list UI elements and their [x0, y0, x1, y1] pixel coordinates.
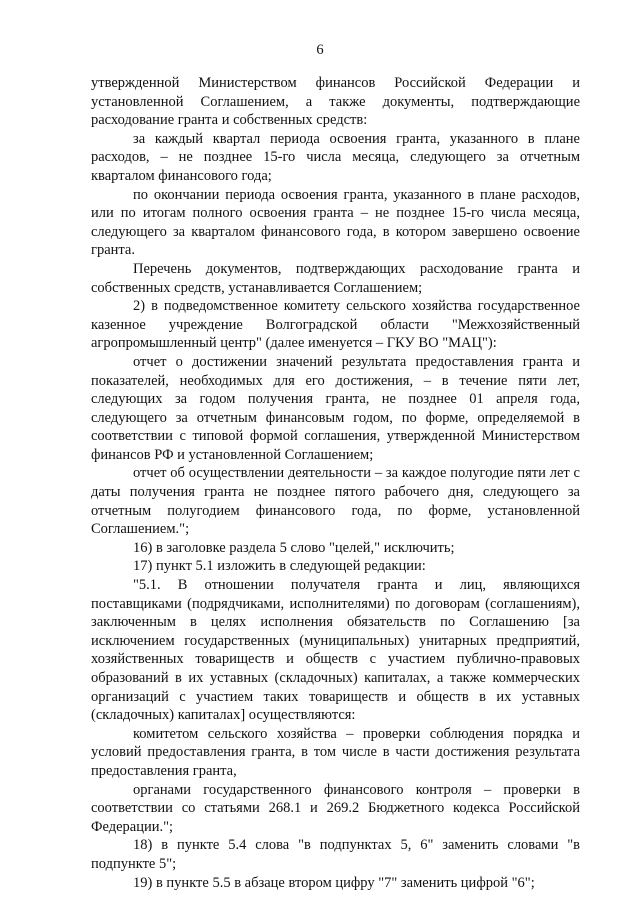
paragraph-item-18: 18) в пункте 5.4 слова "в подпунктах 5, 6" заменить словами "в подпункте 5";: [91, 837, 580, 872]
document-body: [91, 74, 580, 892]
paragraph-item-17: 17) пункт 5.1 изложить в следующей редакции:: [133, 558, 426, 575]
paragraph-continuation: утвержденной Министерством финансов Российской Федерации и установленной Соглашением, а также документы, подтверждающие расходование гранта и собственных средств:: [91, 75, 580, 129]
paragraph-committee-checks: комитетом сельского хозяйства – проверки соблюдения порядка и условий предоставления гранта, в том числе в части достижения результата предоставления гранта,: [91, 725, 580, 779]
paragraph-document-list: Перечень документов, подтверждающих расходование гранта и собственных средств, устанавливается Соглашением;: [91, 260, 580, 296]
paragraph-results-report: отчет о достижении значений результата предоставления гранта и показателей, необходимых для его достижения, – в течение пяти лет, следующих за годом получения гранта, не позднее 01 апреля года, следующего за отчетным финансовым годом, по форме, определяемой в соответствии с типовой формой соглашения, утвержденной Министерством финансов РФ и установленной Соглашением;: [91, 353, 580, 463]
paragraph-item-2: 2) в подведомственное комитету сельского хозяйства государственное казенное учреждение Волгоградской области "Межхозяйственный агропромышленный центр" (далее именуется – ГКУ ВО "МАЦ"):: [91, 298, 580, 352]
paragraph-activity-report: отчет об осуществлении деятельности – за каждое полугодие пяти лет с даты получения гранта не позднее пятого рабочего дня, следующего за отчетным полугодием финансового года, по форме, установленной Соглашением.";: [91, 465, 580, 538]
paragraph-item-19: 19) в пункте 5.5 в абзаце втором цифру "7" заменить цифрой "6";: [133, 874, 535, 891]
paragraph-clause-5-1: "5.1. В отношении получателя гранта и лиц, являющихся поставщиками (подрядчиками, исполнителями) по договорам (соглашениям), заключенным в целях исполнения обязательств по Соглашению [за исключением государственных (муниципальных) унитарных предприятий, хозяйственных товариществ и обществ с участием публично-правовых образований в их уставных (складочных) капиталах, а также коммерческих организаций с участием таких товариществ и обществ в их уставных (складочных) капиталах] осуществляются:: [91, 577, 580, 724]
paragraph-item-16: 16) в заголовке раздела 5 слово "целей," исключить;: [133, 539, 455, 556]
paragraph-final-report: по окончании периода освоения гранта, указанного в плане расходов, или по итогам полного освоения гранта – не позднее 15-го числа месяца, следующего за кварталом финансового года, в котором завершено освоение гранта.: [91, 186, 580, 259]
paragraph-financial-control: органами государственного финансового контроля – проверки в соответствии со статьями 268.1 и 269.2 Бюджетного кодекса Российской Федерации.";: [91, 781, 580, 835]
page-number: 6: [316, 42, 324, 58]
paragraph-quarterly-report: за каждый квартал периода освоения гранта, указанного в плане расходов, – не позднее 15-го числа месяца, следующего за отчетным кварталом финансового года;: [91, 130, 580, 184]
